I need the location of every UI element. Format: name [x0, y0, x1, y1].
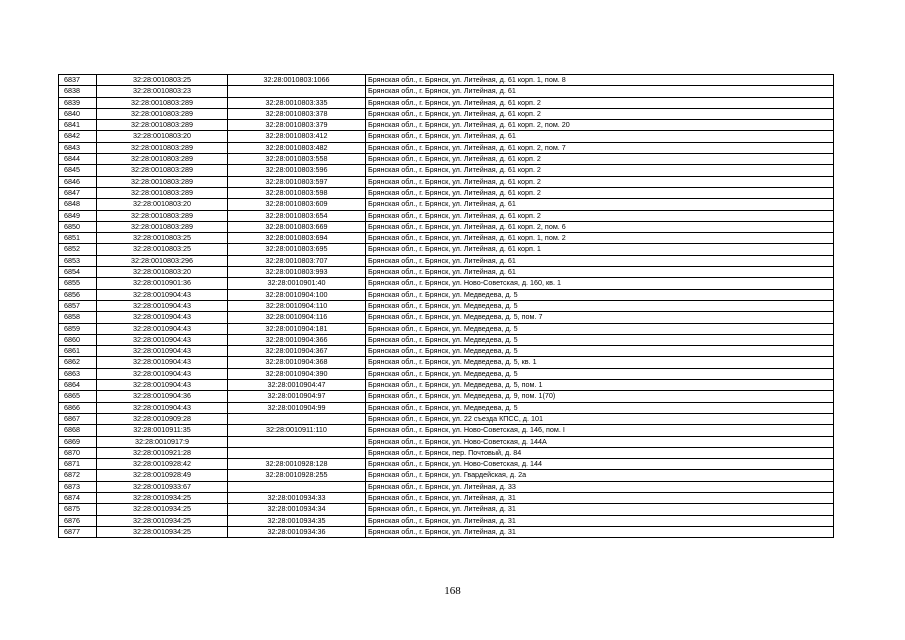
parent-cadastral-number-cell: 32:28:0010928:42 [97, 459, 228, 470]
address-cell: Брянская обл., г. Брянск, ул. Литейная, д. 61 [366, 267, 834, 278]
row-number-cell: 6853 [59, 255, 97, 266]
cadastral-number-cell: 32:28:0010904:110 [228, 300, 366, 311]
address-cell: Брянская обл., г. Брянск, ул. Литейная, д. 33 [366, 481, 834, 492]
parent-cadastral-number-cell: 32:28:0010803:25 [97, 244, 228, 255]
parent-cadastral-number-cell: 32:28:0010904:43 [97, 402, 228, 413]
cadastral-number-cell: 32:28:0010904:366 [228, 334, 366, 345]
row-number-cell: 6871 [59, 459, 97, 470]
parent-cadastral-number-cell: 32:28:0010803:289 [97, 187, 228, 198]
table-row [59, 86, 834, 97]
table-row [59, 413, 834, 424]
address-cell: Брянская обл., г. Брянск, ул. Литейная, д. 31 [366, 515, 834, 526]
cadastral-number-cell: 32:28:0010803:993 [228, 267, 366, 278]
address-cell: Брянская обл., г. Брянск, ул. Литейная, д. 61 [366, 86, 834, 97]
table-row [59, 199, 834, 210]
parent-cadastral-number-cell: 32:28:0010904:43 [97, 346, 228, 357]
row-number-cell: 6849 [59, 210, 97, 221]
cadastral-number-cell: 32:28:0010928:255 [228, 470, 366, 481]
cadastral-number-cell: 32:28:0010803:412 [228, 131, 366, 142]
parent-cadastral-number-cell: 32:28:0010803:296 [97, 255, 228, 266]
cadastral-number-cell: 32:28:0010904:368 [228, 357, 366, 368]
row-number-cell: 6855 [59, 278, 97, 289]
address-cell: Брянская обл., г. Брянск, ул. Литейная, д. 61 корп. 1, пом. 8 [366, 75, 834, 86]
address-cell: Брянская обл., г. Брянск, ул. Ново-Советская, д. 144 [366, 459, 834, 470]
cadastral-number-cell: 32:28:0010803:695 [228, 244, 366, 255]
parent-cadastral-number-cell: 32:28:0010904:36 [97, 391, 228, 402]
address-cell: Брянская обл., г. Брянск, ул. Литейная, д. 61 корп. 2, пом. 7 [366, 142, 834, 153]
parent-cadastral-number-cell: 32:28:0010803:20 [97, 131, 228, 142]
table-row [59, 108, 834, 119]
cadastral-number-cell: 32:28:0010803:378 [228, 108, 366, 119]
cadastral-number-cell: 32:28:0010904:100 [228, 289, 366, 300]
cadastral-number-cell [228, 481, 366, 492]
parent-cadastral-number-cell: 32:28:0010803:289 [97, 142, 228, 153]
row-number-cell: 6866 [59, 402, 97, 413]
parent-cadastral-number-cell: 32:28:0010904:43 [97, 289, 228, 300]
address-cell: Брянская обл., г. Брянск, ул. Литейная, д. 61 корп. 1, пом. 2 [366, 233, 834, 244]
parent-cadastral-number-cell: 32:28:0010803:289 [97, 165, 228, 176]
row-number-cell: 6860 [59, 334, 97, 345]
row-number-cell: 6863 [59, 368, 97, 379]
parent-cadastral-number-cell: 32:28:0010909:28 [97, 413, 228, 424]
table-row [59, 221, 834, 232]
table-row [59, 334, 834, 345]
row-number-cell: 6876 [59, 515, 97, 526]
row-number-cell: 6870 [59, 447, 97, 458]
table-row [59, 154, 834, 165]
parent-cadastral-number-cell: 32:28:0010904:43 [97, 368, 228, 379]
row-number-cell: 6840 [59, 108, 97, 119]
address-cell: Брянская обл., г. Брянск, ул. Медведева, д. 5, пом. 1 [366, 380, 834, 391]
address-cell: Брянская обл., г. Брянск, ул. Медведева, д. 5, кв. 1 [366, 357, 834, 368]
table-row [59, 459, 834, 470]
table-row [59, 447, 834, 458]
row-number-cell: 6844 [59, 154, 97, 165]
parent-cadastral-number-cell: 32:28:0010803:25 [97, 75, 228, 86]
row-number-cell: 6839 [59, 97, 97, 108]
parent-cadastral-number-cell: 32:28:0010803:289 [97, 120, 228, 131]
table-row [59, 289, 834, 300]
row-number-cell: 6837 [59, 75, 97, 86]
cadastral-number-cell: 32:28:0010934:36 [228, 526, 366, 537]
cadastral-number-cell [228, 436, 366, 447]
address-cell: Брянская обл., г. Брянск, ул. Медведева, д. 5 [366, 346, 834, 357]
cadastral-number-cell [228, 447, 366, 458]
address-cell: Брянская обл., г. Брянск, ул. Литейная, д. 61 корп. 2 [366, 97, 834, 108]
address-cell: Брянская обл., г. Брянск, ул. Ново-Советская, д. 146, пом. I [366, 425, 834, 436]
row-number-cell: 6877 [59, 526, 97, 537]
parent-cadastral-number-cell: 32:28:0010803:289 [97, 97, 228, 108]
row-number-cell: 6857 [59, 300, 97, 311]
parent-cadastral-number-cell: 32:28:0010934:25 [97, 492, 228, 503]
cadastral-number-cell: 32:28:0010803:558 [228, 154, 366, 165]
parent-cadastral-number-cell: 32:28:0010803:20 [97, 267, 228, 278]
parent-cadastral-number-cell: 32:28:0010803:289 [97, 176, 228, 187]
cadastral-number-cell: 32:28:0010934:33 [228, 492, 366, 503]
parent-cadastral-number-cell: 32:28:0010933:67 [97, 481, 228, 492]
table-row [59, 402, 834, 413]
row-number-cell: 6838 [59, 86, 97, 97]
address-cell: Брянская обл., г. Брянск, ул. Литейная, д. 61 корп. 2, пом. 20 [366, 120, 834, 131]
cadastral-number-cell: 32:28:0010803:335 [228, 97, 366, 108]
parent-cadastral-number-cell: 32:28:0010904:43 [97, 312, 228, 323]
table-row [59, 255, 834, 266]
parent-cadastral-number-cell: 32:28:0010904:43 [97, 334, 228, 345]
cadastral-number-cell: 32:28:0010934:35 [228, 515, 366, 526]
row-number-cell: 6852 [59, 244, 97, 255]
row-number-cell: 6859 [59, 323, 97, 334]
parent-cadastral-number-cell: 32:28:0010934:25 [97, 515, 228, 526]
cadastral-number-cell: 32:28:0010904:97 [228, 391, 366, 402]
cadastral-number-cell: 32:28:0010803:707 [228, 255, 366, 266]
table-row [59, 267, 834, 278]
address-cell: Брянская обл., г. Брянск, ул. Ново-Советская, д. 160, кв. 1 [366, 278, 834, 289]
row-number-cell: 6865 [59, 391, 97, 402]
cadastral-number-cell: 32:28:0010904:47 [228, 380, 366, 391]
table-row [59, 481, 834, 492]
row-number-cell: 6845 [59, 165, 97, 176]
register-table [58, 74, 834, 538]
parent-cadastral-number-cell: 32:28:0010901:36 [97, 278, 228, 289]
table-row [59, 97, 834, 108]
cadastral-number-cell: 32:28:0010904:99 [228, 402, 366, 413]
address-cell: Брянская обл., г. Брянск, ул. Гвардейская, д. 2а [366, 470, 834, 481]
table-row [59, 210, 834, 221]
row-number-cell: 6847 [59, 187, 97, 198]
table-row [59, 504, 834, 515]
row-number-cell: 6858 [59, 312, 97, 323]
parent-cadastral-number-cell: 32:28:0010928:49 [97, 470, 228, 481]
table-row [59, 176, 834, 187]
parent-cadastral-number-cell: 32:28:0010904:43 [97, 357, 228, 368]
cadastral-number-cell: 32:28:0010904:390 [228, 368, 366, 379]
table-row [59, 165, 834, 176]
table-row [59, 312, 834, 323]
cadastral-number-cell: 32:28:0010904:116 [228, 312, 366, 323]
address-cell: Брянская обл., г. Брянск, ул. Медведева, д. 5 [366, 402, 834, 413]
cadastral-number-cell: 32:28:0010911:110 [228, 425, 366, 436]
parent-cadastral-number-cell: 32:28:0010803:23 [97, 86, 228, 97]
cadastral-number-cell: 32:28:0010803:596 [228, 165, 366, 176]
parent-cadastral-number-cell: 32:28:0010803:289 [97, 221, 228, 232]
table-row [59, 300, 834, 311]
address-cell: Брянская обл., г. Брянск, ул. Литейная, д. 61 корп. 2, пом. 6 [366, 221, 834, 232]
cadastral-number-cell: 32:28:0010803:609 [228, 199, 366, 210]
address-cell: Брянская обл., г. Брянск, ул. Литейная, д. 61 [366, 255, 834, 266]
cadastral-number-cell: 32:28:0010803:598 [228, 187, 366, 198]
address-cell: Брянская обл., г. Брянск, ул. Литейная, д. 61 корп. 2 [366, 176, 834, 187]
address-cell: Брянская обл., г. Брянск, ул. Литейная, д. 31 [366, 526, 834, 537]
row-number-cell: 6841 [59, 120, 97, 131]
row-number-cell: 6868 [59, 425, 97, 436]
address-cell: Брянская обл., г. Брянск, ул. Медведева, д. 5 [366, 289, 834, 300]
row-number-cell: 6875 [59, 504, 97, 515]
address-cell: Брянская обл., г. Брянск, ул. Медведева, д. 9, пом. 1(70) [366, 391, 834, 402]
cadastral-number-cell: 32:28:0010934:34 [228, 504, 366, 515]
row-number-cell: 6872 [59, 470, 97, 481]
address-cell: Брянская обл., г. Брянск, ул. Литейная, д. 31 [366, 492, 834, 503]
row-number-cell: 6843 [59, 142, 97, 153]
address-cell: Брянская обл., г. Брянск, ул. 22 съезда КПСС, д. 101 [366, 413, 834, 424]
address-cell: Брянская обл., г. Брянск, ул. Литейная, д. 61 корп. 2 [366, 187, 834, 198]
row-number-cell: 6856 [59, 289, 97, 300]
row-number-cell: 6848 [59, 199, 97, 210]
register-table-body [59, 75, 834, 538]
row-number-cell: 6850 [59, 221, 97, 232]
parent-cadastral-number-cell: 32:28:0010934:25 [97, 504, 228, 515]
address-cell: Брянская обл., г. Брянск, ул. Медведева, д. 5 [366, 334, 834, 345]
row-number-cell: 6873 [59, 481, 97, 492]
cadastral-number-cell: 32:28:0010803:482 [228, 142, 366, 153]
cadastral-number-cell: 32:28:0010904:181 [228, 323, 366, 334]
table-row [59, 187, 834, 198]
row-number-cell: 6867 [59, 413, 97, 424]
address-cell: Брянская обл., г. Брянск, ул. Медведева, д. 5 [366, 323, 834, 334]
parent-cadastral-number-cell: 32:28:0010803:20 [97, 199, 228, 210]
table-row [59, 75, 834, 86]
row-number-cell: 6869 [59, 436, 97, 447]
table-row [59, 436, 834, 447]
cadastral-number-cell: 32:28:0010803:669 [228, 221, 366, 232]
parent-cadastral-number-cell: 32:28:0010904:43 [97, 300, 228, 311]
address-cell: Брянская обл., г. Брянск, ул. Медведева, д. 5, пом. 7 [366, 312, 834, 323]
table-row [59, 380, 834, 391]
address-cell: Брянская обл., г. Брянск, ул. Литейная, д. 61 корп. 2 [366, 165, 834, 176]
cadastral-number-cell: 32:28:0010901:40 [228, 278, 366, 289]
address-cell: Брянская обл., г. Брянск, ул. Литейная, д. 61 корп. 2 [366, 154, 834, 165]
table-row [59, 346, 834, 357]
parent-cadastral-number-cell: 32:28:0010803:25 [97, 233, 228, 244]
address-cell: Брянская обл., г. Брянск, ул. Медведева, д. 5 [366, 300, 834, 311]
row-number-cell: 6846 [59, 176, 97, 187]
table-row [59, 120, 834, 131]
row-number-cell: 6861 [59, 346, 97, 357]
table-row [59, 391, 834, 402]
row-number-cell: 6864 [59, 380, 97, 391]
address-cell: Брянская обл., г. Брянск, ул. Литейная, д. 61 [366, 131, 834, 142]
table-row [59, 492, 834, 503]
address-cell: Брянская обл., г. Брянск, ул. Ново-Советская, д. 144А [366, 436, 834, 447]
parent-cadastral-number-cell: 32:28:0010803:289 [97, 154, 228, 165]
cadastral-number-cell [228, 86, 366, 97]
row-number-cell: 6874 [59, 492, 97, 503]
address-cell: Брянская обл., г. Брянск, пер. Почтовый, д. 84 [366, 447, 834, 458]
cadastral-number-cell [228, 413, 366, 424]
parent-cadastral-number-cell: 32:28:0010921:28 [97, 447, 228, 458]
table-row [59, 368, 834, 379]
address-cell: Брянская обл., г. Брянск, ул. Литейная, д. 61 корп. 2 [366, 108, 834, 119]
table-row [59, 515, 834, 526]
row-number-cell: 6851 [59, 233, 97, 244]
cadastral-number-cell: 32:28:0010904:367 [228, 346, 366, 357]
parent-cadastral-number-cell: 32:28:0010934:25 [97, 526, 228, 537]
table-row [59, 323, 834, 334]
table-row [59, 357, 834, 368]
table-row [59, 233, 834, 244]
cadastral-number-cell: 32:28:0010803:654 [228, 210, 366, 221]
address-cell: Брянская обл., г. Брянск, ул. Медведева, д. 5 [366, 368, 834, 379]
table-row [59, 131, 834, 142]
parent-cadastral-number-cell: 32:28:0010904:43 [97, 323, 228, 334]
cadastral-number-cell: 32:28:0010803:379 [228, 120, 366, 131]
table-row [59, 526, 834, 537]
parent-cadastral-number-cell: 32:28:0010911:35 [97, 425, 228, 436]
table-row [59, 244, 834, 255]
cadastral-number-cell: 32:28:0010803:597 [228, 176, 366, 187]
table-row [59, 470, 834, 481]
parent-cadastral-number-cell: 32:28:0010917:9 [97, 436, 228, 447]
address-cell: Брянская обл., г. Брянск, ул. Литейная, д. 61 [366, 199, 834, 210]
address-cell: Брянская обл., г. Брянск, ул. Литейная, д. 31 [366, 504, 834, 515]
parent-cadastral-number-cell: 32:28:0010904:43 [97, 380, 228, 391]
table-row [59, 425, 834, 436]
cadastral-number-cell: 32:28:0010803:694 [228, 233, 366, 244]
address-cell: Брянская обл., г. Брянск, ул. Литейная, д. 61 корп. 2 [366, 210, 834, 221]
cadastral-number-cell: 32:28:0010803:1066 [228, 75, 366, 86]
page-number: 168 [444, 585, 461, 597]
row-number-cell: 6842 [59, 131, 97, 142]
row-number-cell: 6854 [59, 267, 97, 278]
parent-cadastral-number-cell: 32:28:0010803:289 [97, 210, 228, 221]
cadastral-number-cell: 32:28:0010928:128 [228, 459, 366, 470]
parent-cadastral-number-cell: 32:28:0010803:289 [97, 108, 228, 119]
table-row [59, 278, 834, 289]
row-number-cell: 6862 [59, 357, 97, 368]
address-cell: Брянская обл., г. Брянск, ул. Литейная, д. 61 корп. 1 [366, 244, 834, 255]
table-row [59, 142, 834, 153]
